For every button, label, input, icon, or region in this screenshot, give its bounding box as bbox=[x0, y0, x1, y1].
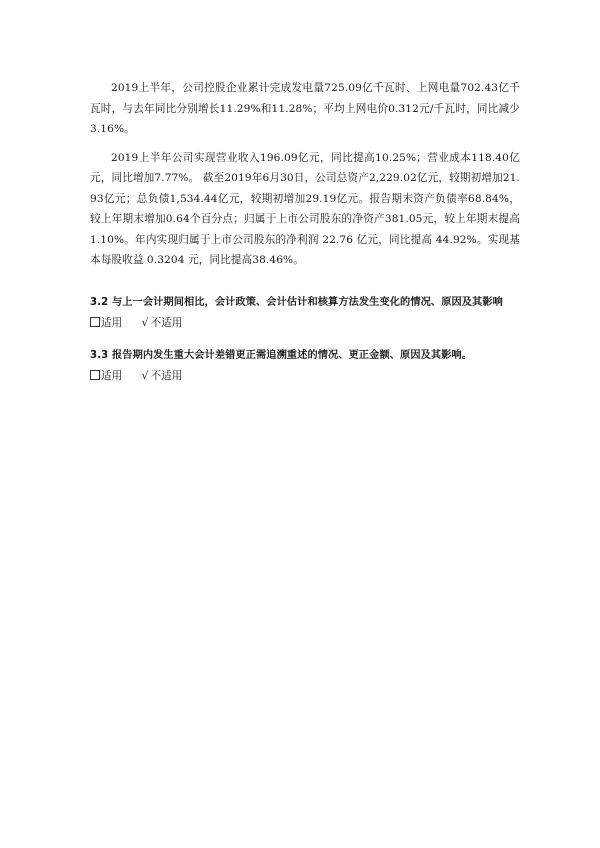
unchecked-box-icon[interactable] bbox=[90, 370, 100, 380]
spacer bbox=[90, 279, 520, 293]
option-not-applicable[interactable] bbox=[140, 313, 183, 333]
section-3-3 bbox=[90, 346, 520, 386]
paragraph-power-generation: 2019上半年，公司控股企业累计完成发电量725.09亿千瓦时、上网电量702.43亿千瓦时，与去年同比分别增长11.29%和11.28%；平均上网电价0.312元/千瓦时，同比减少3.16%。 bbox=[90, 82, 520, 135]
unchecked-box-icon[interactable] bbox=[90, 317, 100, 327]
option-applicable-label: 适用 bbox=[101, 316, 123, 329]
paragraph-financial-results: 2019上半年公司实现营业收入196.09亿元，同比提高10.25%；营业成本118.40亿元，同比增加7.77%。 截至2019年6月30日，公司总资产2,229.02亿元，较期初增加21.93亿元；总负债1,534.44亿元，较期初增加29.19亿元。报告期末资产负债率68.84%，较上年期末增加0.64个百分点；归属于上市公司股东的净资产381.05元，较上年期末提高1.10%。年内实现归属于上市公司股东的净利润 22.76 亿元，同比提高 44.92%。实现基本每股收益 0.3204 元，同比提高38.46%。 bbox=[90, 151, 520, 266]
option-applicable-label: 适用 bbox=[101, 369, 123, 382]
section-3-2-options bbox=[90, 313, 520, 333]
option-applicable[interactable] bbox=[90, 313, 122, 333]
section-3-3-heading: 3.3 报告期内发生重大会计差错更正需追溯重述的情况、更正金额、原因及其影响。 bbox=[90, 349, 473, 361]
option-not-applicable[interactable] bbox=[140, 366, 183, 386]
check-mark-icon: √ bbox=[141, 369, 149, 382]
section-3-3-options bbox=[90, 366, 520, 386]
check-mark-icon: √ bbox=[141, 316, 149, 329]
option-applicable[interactable] bbox=[90, 366, 122, 386]
section-3-2-heading: 3.2 与上一会计期间相比，会计政策、会计估计和核算方法发生变化的情况、原因及其影响 bbox=[90, 296, 503, 308]
document-page bbox=[90, 78, 520, 399]
section-3-2 bbox=[90, 293, 520, 333]
option-not-applicable-label: 不适用 bbox=[150, 316, 183, 329]
option-not-applicable-label: 不适用 bbox=[150, 369, 183, 382]
